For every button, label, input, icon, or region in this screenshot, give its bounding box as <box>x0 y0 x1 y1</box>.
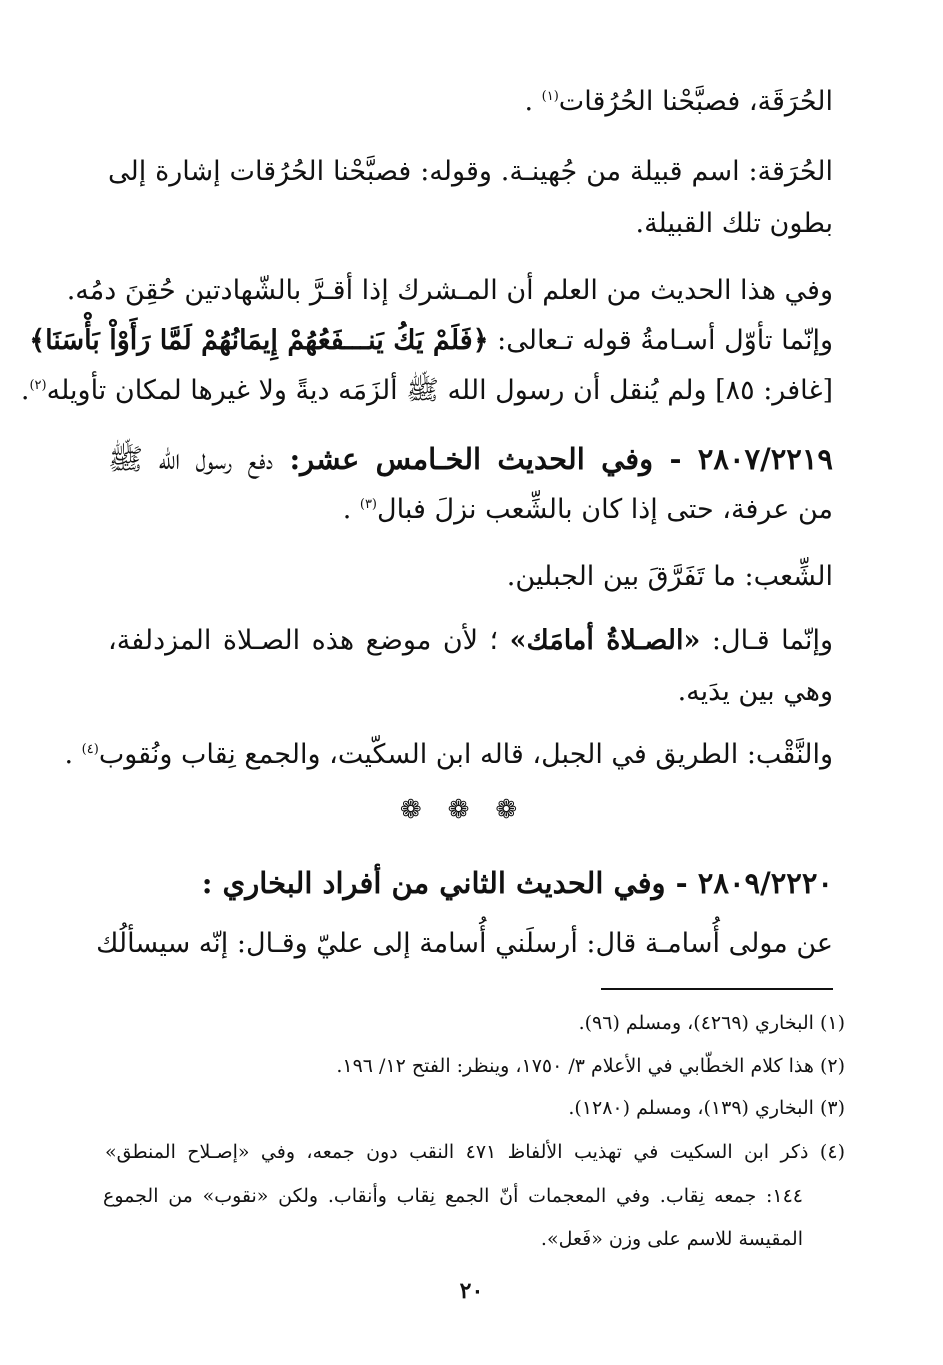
body-text: . <box>342 494 360 525</box>
footnote-1: (١) البخاري (٤٢٦٩)، ومسلم (٩٦). <box>578 1012 845 1034</box>
footnote-3: (٣) البخاري (١٣٩)، ومسلم (١٢٨٠). <box>568 1097 845 1119</box>
section-divider-ornaments: ❁❁❁ <box>399 795 544 825</box>
body-line-1 <box>108 86 833 118</box>
body-text: . <box>64 739 82 770</box>
body-text: الحُرَقَة، فصبَّحْنا الحُرُقات <box>558 86 833 117</box>
body-line-10 <box>108 625 833 657</box>
footnote-4-line-2: ١٤٤: جمعه نِقاب. وفي المعجمات أنّ الجمع نِقاب وأنقاب. ولكن «نقوب» من الجموع <box>103 1185 803 1207</box>
body-line-12 <box>64 739 833 771</box>
footnote-marker-1[interactable]: (١) <box>541 89 559 104</box>
footnote-marker-3[interactable]: (٣) <box>359 497 377 512</box>
quran-verse: ﴿فَلَمْ يَكُ يَنـــفَعُهُمْ إِيمَانُهُمْ لَمَّا رَأَوْاْ بَأْسَنَا﴾ <box>29 325 489 356</box>
footnote-4-line-1: (٤) ذكر ابن السكيت في تهذيب الألفاظ ٤٧١ النقب دون جمعه، وفي «إصـلاح المنطق» <box>105 1141 845 1163</box>
body-line-11: وهي بين يدَيه. <box>677 676 833 707</box>
body-text: ؛ لأن موضع هذه الصـلاة المزدلفة، <box>108 625 510 656</box>
body-text: . <box>524 86 542 117</box>
body-line-5 <box>29 325 833 357</box>
hadith-heading-2219 <box>108 442 833 477</box>
footnote-marker-2[interactable]: (٢) <box>29 378 47 393</box>
footnote-2: (٢) هذا كلام الخطّابي في الأعلام ٣/ ١٧٥٠، وينظر: الفتح ١٢/ ١٩٦. <box>336 1055 845 1077</box>
body-text: . <box>20 375 30 406</box>
hadith-quote: «الصـلاةُ أمامَك» <box>509 625 701 656</box>
body-text: والنَّقْب: الطريق في الجبل، قاله ابن السكّيت، والجمع نِقاب ونُقوب <box>98 739 833 770</box>
body-line-2: الحُرَقة: اسم قبيلة من جُهينـة. وقوله: فصبَّحْنا الحُرُقات إشارة إلى <box>108 156 833 187</box>
page-number: ٢٠ <box>459 1278 484 1304</box>
body-text: من عرفة، حتى إذا كان بالشِّعب نزلَ فبال <box>377 494 833 525</box>
body-line-8 <box>108 494 833 526</box>
body-line-4: وفي هذا الحديث من العلم أن المـشرك إذا أقـرَّ بالشّهادتين حُقِنَ دمُه. <box>66 275 833 306</box>
body-line-14: عن مولى أُسامـة قال: أرسلَني أُسامة إلى عليّ وقـال: إنّه سيسألُك <box>96 928 833 959</box>
hadith-heading-2220: ٢٨٠٩/٢٢٢٠ - وفي الحديث الثاني من أفراد البخاري : <box>201 866 833 900</box>
footnote-separator <box>601 988 833 990</box>
hadith-number-title: ٢٨٠٧/٢٢١٩ - وفي الحديث الخـامس عشر: <box>273 442 833 476</box>
body-line-3: بطون تلك القبيلة. <box>635 208 833 239</box>
body-line-6 <box>20 375 833 407</box>
body-text: [غافر: ٨٥] ولم يُنقل أن رسول الله ﷺ ألزَمَه ديةً ولا غيرها لمكان تأويله <box>46 375 833 406</box>
footnote-4-line-3: المقيسة للاسم على وزن «فَعل». <box>540 1228 803 1250</box>
body-line-9: الشِّعب: ما تَفَرَّقَ بين الجبلين. <box>506 561 833 592</box>
body-text: وإنّما قـال: <box>700 625 833 656</box>
footnote-marker-4[interactable]: (٤) <box>81 742 99 757</box>
body-text: دفع رسول الله ﷺ <box>108 442 274 476</box>
body-text: وإنّما تأوّل أسـامةُ قوله تـعالى: <box>488 325 833 356</box>
